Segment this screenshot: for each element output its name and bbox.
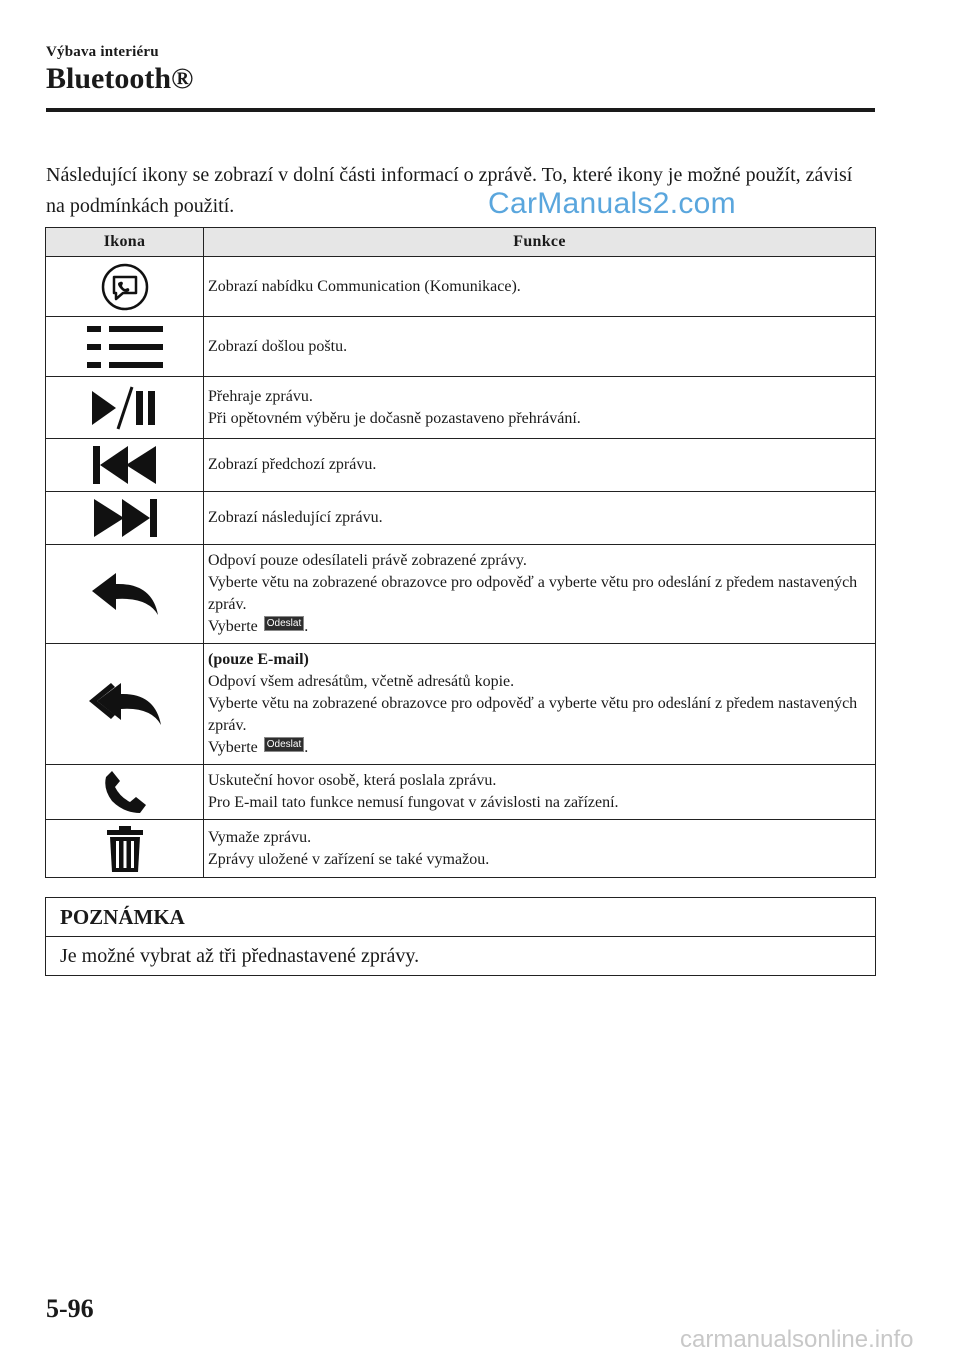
previous-icon: [92, 445, 158, 485]
function-text: Zprávy uložené v zařízení se také vymažou.: [208, 850, 490, 868]
function-cell: [204, 492, 876, 545]
icon-cell: [46, 644, 204, 765]
select-suffix: .: [304, 739, 309, 756]
odeslat-button: Odeslat: [264, 616, 304, 631]
table-row: [46, 820, 876, 878]
note-text: Je možné vybrat až tři přednastavené zprávy.: [60, 945, 420, 967]
function-cell: [204, 765, 876, 820]
icon-cell: [46, 545, 204, 644]
icon-cell: [46, 257, 204, 317]
table-row: [46, 492, 876, 545]
table-row: [46, 765, 876, 820]
function-cell: [204, 257, 876, 317]
table-row: [46, 439, 876, 492]
intro-paragraph: Následující ikony se zobrazí v dolní části informací o zprávě. To, které ikony je možné použít, závisí na podmínkách použití.: [46, 164, 853, 217]
function-text: Zobrazí následující zprávu.: [208, 509, 383, 526]
select-line: [208, 737, 869, 759]
function-cell: [204, 644, 876, 765]
icon-cell: [46, 317, 204, 377]
reply-all-icon: [87, 679, 163, 729]
function-text: Vyberte větu na zobrazené obrazovce pro odpověď a vyberte větu pro odeslání z předem nastavených zpráv.: [208, 695, 858, 734]
select-prefix: Vyberte: [208, 739, 258, 756]
select-prefix: Vyberte: [208, 618, 258, 635]
function-cell: [204, 317, 876, 377]
function-text: Vyberte větu na zobrazené obrazovce pro odpověď a vyberte větu pro odeslání z předem nastavených zpráv.: [208, 574, 858, 613]
function-cell: [204, 545, 876, 644]
function-title: (pouze E-mail): [208, 651, 309, 668]
function-text: Pro E-mail tato funkce nemusí fungovat v závislosti na zařízení.: [208, 794, 619, 811]
play-pause-icon: [90, 385, 160, 431]
icon-function-table: [45, 227, 876, 878]
function-text: Odpoví pouze odesílateli právě zobrazené zprávy.: [208, 552, 527, 569]
icon-cell: [46, 439, 204, 492]
table-row: [46, 545, 876, 644]
list-icon: [85, 325, 165, 369]
icon-cell: [46, 820, 204, 878]
title-rule: [46, 108, 875, 112]
next-icon: [92, 498, 158, 538]
table-header-row: [46, 228, 876, 257]
function-text: Vymaže zprávu.: [208, 828, 312, 846]
function-text: Při opětovném výběru je dočasně pozastaveno přehrávání.: [208, 409, 581, 427]
header-icon: Ikona: [46, 228, 204, 257]
footer-watermark: carmanualsonline.info: [680, 1326, 914, 1353]
trash-icon: [105, 825, 145, 873]
function-cell: [204, 820, 876, 878]
function-text: Zobrazí došlou poštu.: [208, 337, 348, 355]
function-cell: [204, 377, 876, 439]
odeslat-button: Odeslat: [264, 737, 304, 752]
communication-icon: [100, 262, 150, 312]
icon-cell: [46, 492, 204, 545]
function-text: Zobrazí předchozí zprávu.: [208, 456, 377, 473]
reply-icon: [90, 571, 160, 617]
watermark: CarManuals2.com: [488, 187, 736, 220]
function-text: Přehraje zprávu.: [208, 387, 313, 405]
icon-cell: [46, 377, 204, 439]
icon-cell: [46, 765, 204, 820]
select-line: [208, 616, 869, 638]
header-function: Funkce: [204, 228, 876, 257]
function-text: Uskuteční hovor osobě, která poslala zprávu.: [208, 772, 497, 789]
page-number: 5-96: [46, 1294, 94, 1323]
section-label: Výbava interiéru: [46, 44, 159, 60]
note-box: [45, 897, 876, 976]
table-row: [46, 257, 876, 317]
table-row: [46, 317, 876, 377]
chapter-title: Bluetooth®: [46, 62, 194, 95]
table-row: [46, 377, 876, 439]
select-suffix: .: [304, 618, 309, 635]
note-heading: POZNÁMKA: [46, 898, 875, 937]
table-row: [46, 644, 876, 765]
phone-icon: [102, 769, 148, 815]
function-text: Odpoví všem adresátům, včetně adresátů kopie.: [208, 673, 515, 690]
function-text: Zobrazí nabídku Communication (Komunikace).: [208, 277, 521, 295]
function-cell: [204, 439, 876, 492]
